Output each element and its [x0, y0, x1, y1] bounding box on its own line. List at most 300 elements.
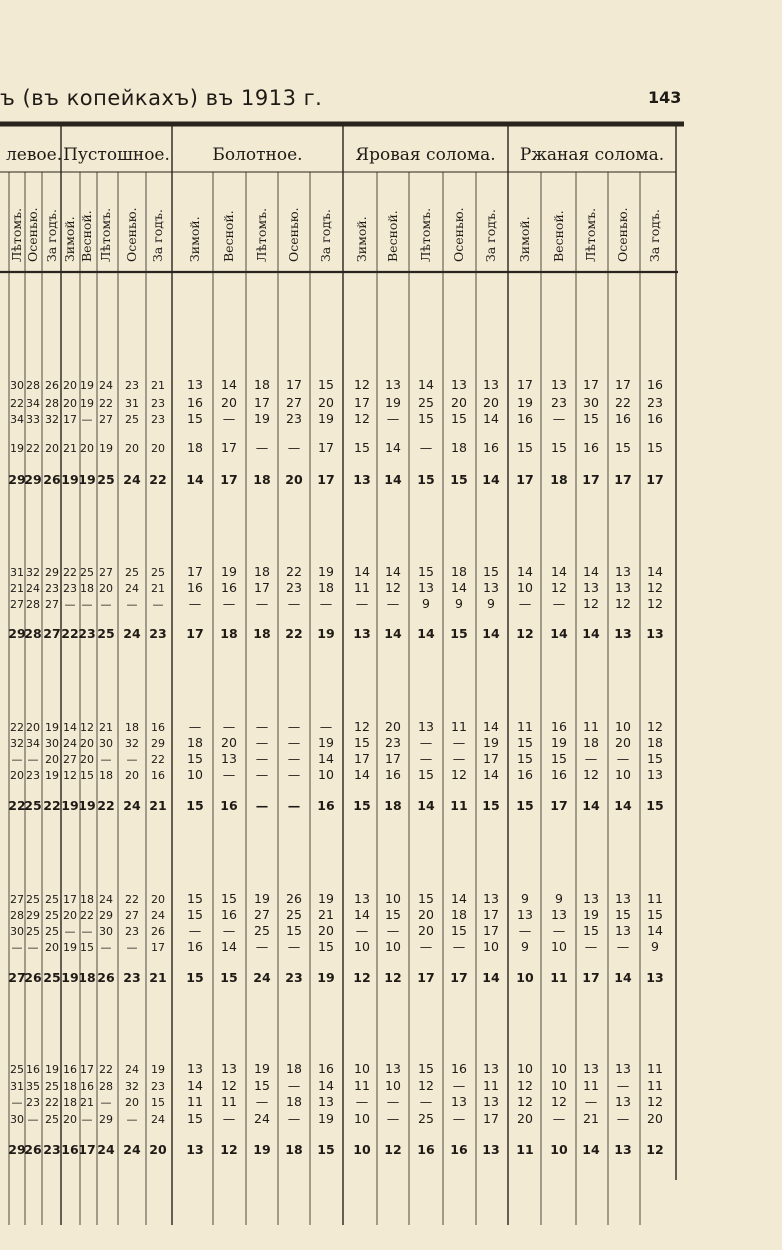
table-grid [0, 124, 684, 1225]
table-cell: 17 [646, 472, 664, 487]
table-cell: 34 [26, 737, 40, 750]
table-cell: 14 [483, 767, 499, 782]
table-cell: — [100, 941, 112, 954]
table-cell: 14 [417, 626, 435, 641]
table-cell: 26 [286, 891, 302, 906]
table-cell: — [27, 941, 39, 954]
table-cell: 13 [187, 377, 203, 392]
table-cell: 21 [151, 379, 165, 392]
table-cell: 13 [353, 472, 371, 487]
table-cell: 24 [99, 379, 113, 392]
row-block [8, 891, 663, 985]
table-cell: 20 [285, 472, 303, 487]
table-cell: — [616, 751, 630, 766]
table-cell: 15 [646, 798, 664, 813]
table-cell: — [287, 767, 301, 782]
table-cell: 15 [385, 907, 401, 922]
sub-headers [9, 207, 662, 262]
table-cell: 16 [151, 769, 165, 782]
table-cell: 18 [187, 440, 203, 455]
table-cell: 23 [125, 925, 139, 938]
table-cell: 18 [78, 970, 96, 985]
table-cell: 13 [483, 891, 499, 906]
table-cell: 35 [26, 1080, 40, 1093]
table-cell: 20 [63, 909, 77, 922]
table-cell: — [126, 1113, 138, 1126]
table-cell: 11 [517, 719, 533, 734]
table-cell: 20 [615, 735, 631, 750]
table-cell: 26 [45, 379, 59, 392]
table-cell: 32 [125, 1080, 139, 1093]
table-cell: 21 [99, 721, 113, 734]
table-cell: 13 [221, 751, 237, 766]
table-cell: 16 [551, 767, 567, 782]
table-row [12, 751, 663, 766]
table-cell: 22 [10, 721, 24, 734]
table-cell: 24 [123, 472, 141, 487]
table-cell: 20 [385, 719, 401, 734]
table-cell: 14 [318, 1078, 334, 1093]
table-cell: 13 [418, 580, 434, 595]
table-cell: 14 [647, 923, 663, 938]
table-row [10, 596, 663, 611]
table-cell: — [287, 719, 301, 734]
table-cell: 17 [614, 472, 632, 487]
table-cell: 15 [186, 798, 204, 813]
table-cell: 14 [63, 721, 77, 734]
table-cell: 27 [125, 909, 139, 922]
table-cell: 21 [149, 798, 167, 813]
table-cell: — [287, 735, 301, 750]
table-cell: 10 [354, 1111, 370, 1126]
column-header: Весной. [79, 210, 94, 262]
table-cell: — [81, 598, 93, 611]
table-cell: — [126, 598, 138, 611]
table-cell: 25 [45, 1113, 59, 1126]
column-header: За годъ. [44, 209, 59, 262]
table-cell: 17 [254, 580, 270, 595]
table-cell: 16 [583, 440, 599, 455]
table-cell: 22 [63, 566, 77, 579]
table-cell: 17 [151, 941, 165, 954]
table-cell: 32 [45, 413, 59, 426]
row-block [8, 564, 663, 641]
column-header: Зимой. [62, 216, 77, 262]
table-cell: 18 [63, 1080, 77, 1093]
table-cell: — [287, 939, 301, 954]
table-cell: 19 [254, 1061, 270, 1076]
table-cell: 25 [286, 907, 302, 922]
table-cell: 24 [125, 582, 139, 595]
table-cell: 18 [220, 626, 238, 641]
table-cell: 9 [487, 596, 495, 611]
table-cell: 29 [45, 566, 59, 579]
column-header: Осенью. [615, 207, 630, 262]
table-cell: 15 [615, 907, 631, 922]
table-cell: 9 [422, 596, 430, 611]
table-cell: — [452, 735, 466, 750]
table-cell: 13 [482, 1142, 500, 1157]
table-cell: 17 [187, 564, 203, 579]
table-cell: 20 [99, 582, 113, 595]
table-cell: 10 [385, 939, 401, 954]
table-cell: — [222, 1111, 236, 1126]
table-cell: 13 [551, 377, 567, 392]
column-header: За годъ. [318, 209, 333, 262]
table-cell: 27 [10, 893, 24, 906]
table-cell: 12 [647, 1094, 663, 1109]
table-row-total [8, 1142, 663, 1157]
table-cell: 28 [24, 626, 42, 641]
table-cell: 15 [187, 751, 203, 766]
table-cell: 10 [517, 1061, 533, 1076]
table-cell: 14 [482, 472, 500, 487]
table-cell: 17 [354, 751, 370, 766]
table-cell: 29 [8, 472, 26, 487]
column-header: Лѣтомъ. [98, 207, 113, 262]
table-cell: 27 [99, 413, 113, 426]
table-cell: 22 [149, 472, 167, 487]
table-cell: 15 [517, 751, 533, 766]
table-cell: 20 [483, 395, 499, 410]
table-cell: 19 [318, 564, 334, 579]
table-cell: 25 [43, 970, 61, 985]
table-cell: 13 [221, 1061, 237, 1076]
table-cell: 18 [254, 564, 270, 579]
column-header: Весной. [551, 210, 566, 262]
table-cell: — [287, 751, 301, 766]
table-cell: 31 [10, 1080, 24, 1093]
column-header: Весной. [221, 210, 236, 262]
table-row-total [8, 626, 663, 641]
table-cell: 14 [384, 626, 402, 641]
table-cell: 13 [385, 1061, 401, 1076]
table-cell: 28 [45, 397, 59, 410]
table-cell: 20 [10, 769, 24, 782]
column-header: За годъ. [647, 209, 662, 262]
table-cell: 16 [61, 1142, 79, 1157]
table-cell: 10 [615, 719, 631, 734]
table-cell: 15 [187, 907, 203, 922]
table-cell: 29 [151, 737, 165, 750]
table-row [12, 1094, 663, 1109]
table-cell: 20 [318, 395, 334, 410]
table-cell: 16 [517, 767, 533, 782]
table-cell: 13 [583, 580, 599, 595]
table-row [10, 767, 663, 782]
table-cell: 17 [483, 923, 499, 938]
table-cell: 20 [63, 1113, 77, 1126]
table-cell: 20 [517, 1111, 533, 1126]
table-cell: 16 [551, 719, 567, 734]
table-body [8, 377, 663, 1157]
table-cell: 18 [80, 893, 94, 906]
table-cell: — [255, 1094, 269, 1109]
table-cell: 12 [63, 769, 77, 782]
column-header: Зимой. [354, 216, 369, 262]
table-cell: 23 [151, 397, 165, 410]
table-cell: 12 [647, 719, 663, 734]
table-cell: — [355, 923, 369, 938]
table-cell: 11 [583, 719, 599, 734]
table-cell: 14 [517, 564, 533, 579]
table-cell: 32 [10, 737, 24, 750]
table-cell: 26 [151, 925, 165, 938]
table-cell: — [386, 923, 400, 938]
table-cell: 14 [418, 377, 434, 392]
table-cell: 19 [551, 735, 567, 750]
table-cell: 20 [26, 721, 40, 734]
table-cell: — [386, 1111, 400, 1126]
table-cell: 19 [45, 1063, 59, 1076]
table-cell: 12 [418, 1078, 434, 1093]
table-cell: 22 [151, 753, 165, 766]
table-cell: 13 [353, 626, 371, 641]
table-cell: 29 [8, 626, 26, 641]
table-cell: — [27, 753, 39, 766]
table-cell: 15 [418, 564, 434, 579]
group-header: Болотное. [212, 145, 303, 165]
table-cell: 16 [221, 907, 237, 922]
table-cell: 28 [26, 598, 40, 611]
table-cell: 16 [317, 798, 335, 813]
table-cell: 15 [647, 751, 663, 766]
table-cell: — [222, 411, 236, 426]
table-cell: 11 [647, 891, 663, 906]
table-cell: 22 [43, 798, 61, 813]
table-cell: 23 [26, 769, 40, 782]
table-cell: 11 [647, 1078, 663, 1093]
table-cell: 20 [418, 923, 434, 938]
table-cell: 19 [318, 1111, 334, 1126]
table-cell: 14 [614, 798, 632, 813]
table-cell: 20 [151, 442, 165, 455]
table-cell: 14 [186, 472, 204, 487]
table-cell: 19 [253, 1142, 271, 1157]
table-cell: 14 [451, 580, 467, 595]
table-cell: 15 [254, 1078, 270, 1093]
table-cell: 13 [647, 767, 663, 782]
table-cell: — [188, 596, 202, 611]
table-cell: — [100, 598, 112, 611]
table-cell: 14 [582, 626, 600, 641]
group-header: Яровая солома. [355, 145, 496, 165]
table-cell: 10 [318, 767, 334, 782]
table-cell: — [419, 440, 433, 455]
table-cell: 12 [80, 721, 94, 734]
table-cell: — [584, 939, 598, 954]
table-cell: 22 [61, 626, 79, 641]
table-cell: 12 [385, 580, 401, 595]
table-cell: 17 [450, 970, 468, 985]
table-cell: 31 [125, 397, 139, 410]
table-cell: — [64, 925, 76, 938]
table-cell: 11 [221, 1094, 237, 1109]
table-cell: 15 [483, 564, 499, 579]
table-cell: 16 [63, 1063, 77, 1076]
table-cell: 16 [615, 411, 631, 426]
table-cell: 14 [482, 970, 500, 985]
column-header: Осенью. [451, 207, 466, 262]
table-cell: 13 [385, 377, 401, 392]
table-cell: 26 [97, 970, 115, 985]
table-cell: — [287, 1078, 301, 1093]
table-cell: — [552, 411, 566, 426]
row-block [8, 1061, 663, 1157]
table-cell: 15 [418, 1061, 434, 1076]
table-cell: 21 [318, 907, 334, 922]
table-cell: — [319, 719, 333, 734]
table-cell: 30 [10, 1113, 24, 1126]
table-cell: 15 [583, 923, 599, 938]
table-cell: 14 [221, 377, 237, 392]
table-cell: — [27, 1113, 39, 1126]
table-cell: 20 [149, 1142, 167, 1157]
table-cell: 14 [384, 472, 402, 487]
table-cell: — [222, 923, 236, 938]
table-cell: 25 [125, 566, 139, 579]
table-cell: 23 [63, 582, 77, 595]
table-cell: 25 [45, 925, 59, 938]
table-cell: 20 [63, 397, 77, 410]
column-header: Лѣтомъ. [418, 207, 433, 262]
table-cell: 16 [187, 395, 203, 410]
table-cell: 12 [354, 377, 370, 392]
table-cell: 11 [450, 798, 468, 813]
table-cell: 14 [583, 564, 599, 579]
table-cell: 12 [583, 596, 599, 611]
page-header-title: ъ (въ копейкахъ) въ 1913 г. [0, 86, 323, 110]
table-row-total [8, 970, 663, 985]
table-cell: — [287, 440, 301, 455]
column-header: Лѣтомъ. [254, 207, 269, 262]
table-cell: 17 [318, 440, 334, 455]
table-cell: — [319, 596, 333, 611]
table-cell: 20 [45, 941, 59, 954]
table-cell: 33 [26, 413, 40, 426]
table-cell: 13 [615, 1094, 631, 1109]
table-cell: 13 [187, 1061, 203, 1076]
table-cell: 22 [286, 564, 302, 579]
table-cell: 22 [26, 442, 40, 455]
table-cell: 16 [221, 580, 237, 595]
table-cell: 25 [254, 923, 270, 938]
column-header: Зимой. [517, 216, 532, 262]
table-cell: — [188, 923, 202, 938]
table-cell: 23 [647, 395, 663, 410]
table-cell: — [419, 751, 433, 766]
table-cell: 14 [318, 751, 334, 766]
table-cell: — [81, 1113, 93, 1126]
table-cell: 15 [551, 440, 567, 455]
table-row [10, 411, 663, 426]
table-cell: 11 [550, 970, 568, 985]
table-cell: 13 [615, 923, 631, 938]
table-cell: 16 [647, 377, 663, 392]
table-cell: 31 [10, 566, 24, 579]
table-cell: 17 [317, 472, 335, 487]
table-cell: 29 [8, 1142, 26, 1157]
table-cell: 9 [555, 891, 563, 906]
table-cell: — [126, 941, 138, 954]
table-cell: 18 [63, 1096, 77, 1109]
table-cell: 23 [125, 379, 139, 392]
table-cell: 26 [24, 1142, 42, 1157]
table-cell: — [255, 939, 269, 954]
table-cell: 18 [451, 907, 467, 922]
table-cell: — [452, 1078, 466, 1093]
table-cell: 10 [187, 767, 203, 782]
table-cell: 22 [615, 395, 631, 410]
table-cell: 13 [451, 377, 467, 392]
table-cell: 27 [43, 626, 61, 641]
table-cell: 9 [521, 891, 529, 906]
table-cell: 14 [417, 798, 435, 813]
table-cell: 24 [254, 1111, 270, 1126]
table-cell: 15 [517, 440, 533, 455]
table-cell: — [255, 735, 269, 750]
table-cell: — [255, 767, 269, 782]
column-header: Весной. [385, 210, 400, 262]
table-cell: 24 [253, 970, 271, 985]
table-cell: 18 [125, 721, 139, 734]
group-header: Ржаная солома. [519, 145, 665, 165]
table-cell: 17 [80, 1063, 94, 1076]
table-cell: 15 [354, 735, 370, 750]
table-cell: 13 [418, 719, 434, 734]
table-row-total [8, 472, 663, 487]
table-cell: 18 [254, 377, 270, 392]
table-cell: 26 [43, 472, 61, 487]
table-cell: 17 [63, 893, 77, 906]
table-cell: 13 [615, 1061, 631, 1076]
table-cell: 20 [80, 753, 94, 766]
table-cell: 24 [97, 1142, 115, 1157]
table-cell: 14 [483, 719, 499, 734]
table-cell: 17 [254, 395, 270, 410]
table-cell: 16 [220, 798, 238, 813]
table-cell: 14 [354, 564, 370, 579]
table-cell: 15 [583, 411, 599, 426]
table-cell: 22 [8, 798, 26, 813]
table-cell: 18 [286, 1061, 302, 1076]
table-cell: 18 [384, 798, 402, 813]
table-cell: 16 [417, 1142, 435, 1157]
table-cell: 14 [354, 907, 370, 922]
table-cell: 13 [614, 626, 632, 641]
table-cell: 17 [516, 472, 534, 487]
table-cell: 18 [187, 735, 203, 750]
table-cell: 14 [483, 411, 499, 426]
table-row [10, 735, 663, 750]
table-cell: 16 [647, 411, 663, 426]
table-cell: 23 [45, 582, 59, 595]
table-cell: 11 [451, 719, 467, 734]
table-cell: 23 [385, 735, 401, 750]
table-cell: — [452, 1111, 466, 1126]
table-cell: — [100, 753, 112, 766]
table-cell: 14 [354, 767, 370, 782]
table-cell: 11 [516, 1142, 534, 1157]
table-cell: 19 [63, 941, 77, 954]
table-cell: — [287, 596, 301, 611]
table-cell: 15 [80, 941, 94, 954]
table-cell: 21 [151, 582, 165, 595]
table-cell: 13 [483, 1094, 499, 1109]
table-cell: 15 [451, 411, 467, 426]
table-cell: 15 [517, 735, 533, 750]
table-cell: 18 [253, 626, 271, 641]
